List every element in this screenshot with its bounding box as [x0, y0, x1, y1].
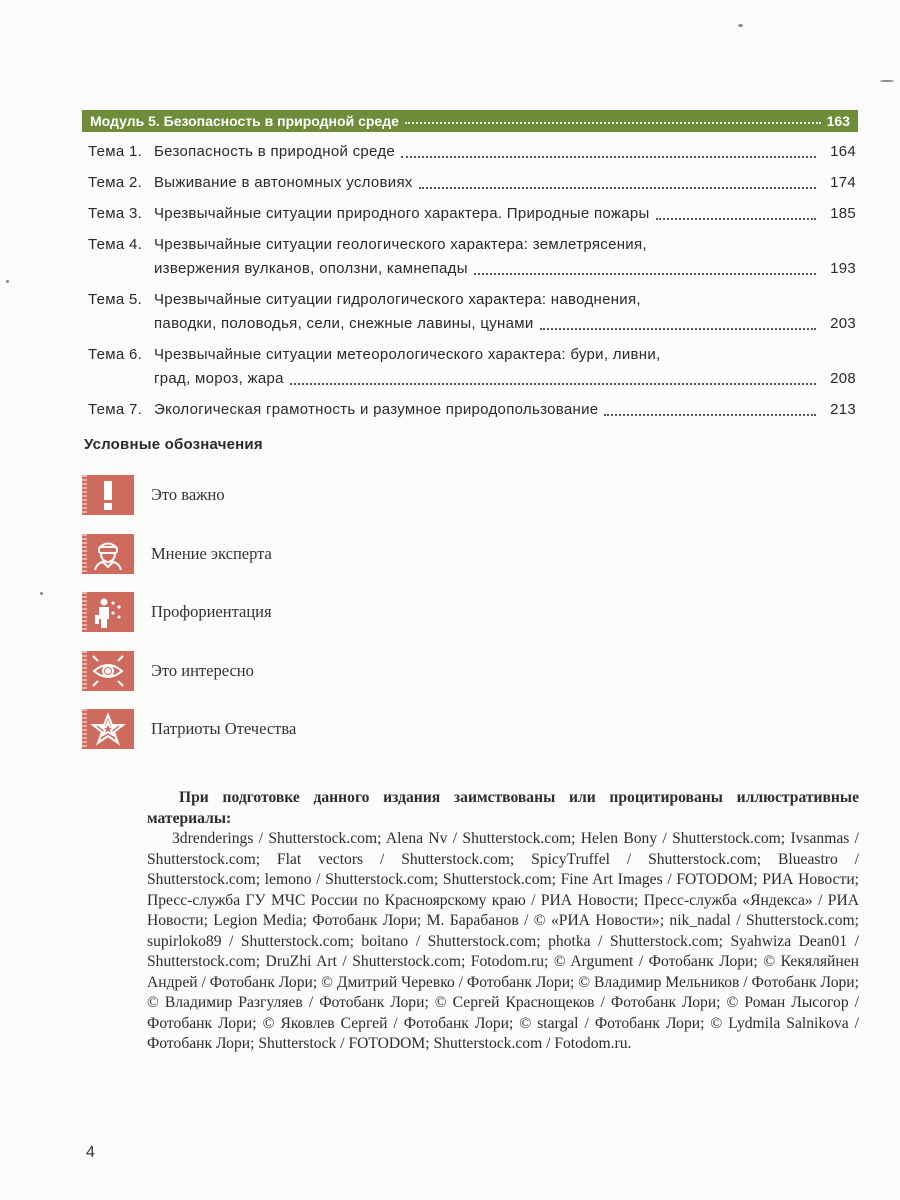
toc-title: паводки, половодья, сели, снежные лавины, цунами: [154, 315, 534, 332]
toc-title: Экологическая грамотность и разумное природопользование: [154, 401, 599, 418]
table-of-contents: [88, 140, 856, 429]
toc-title-line: Чрезвычайные ситуации гидрологического характера: наводнения,: [154, 291, 641, 308]
legend-item: [82, 592, 296, 632]
dot-leader: [474, 273, 816, 275]
scan-speck: [6, 280, 9, 283]
legend-label: Мнение эксперта: [151, 543, 272, 563]
legend-item: [82, 475, 296, 515]
legend-item: [82, 651, 296, 691]
image-credits: [147, 788, 859, 1055]
toc-title: Выживание в автономных условиях: [154, 174, 413, 191]
dot-leader: [401, 156, 816, 158]
toc-topic-number: Тема 2.: [88, 174, 143, 191]
toc-entry[interactable]: [88, 171, 856, 195]
toc-page: 203: [830, 315, 856, 332]
star-icon: [82, 709, 134, 749]
toc-entry[interactable]: [88, 398, 856, 422]
dot-leader: [405, 122, 821, 124]
dot-leader: [656, 218, 816, 220]
toc-title-line: Чрезвычайные ситуации метеорологического характера: бури, ливни,: [154, 346, 661, 363]
legend-label: Это важно: [151, 485, 225, 504]
toc-entry[interactable]: [88, 288, 856, 336]
dot-leader: [290, 383, 816, 385]
eye-icon: [82, 651, 134, 691]
exclamation-icon: [82, 475, 134, 515]
toc-title: град, мороз, жара: [154, 370, 284, 387]
toc-topic-number: Тема 6.: [88, 346, 143, 363]
legend-item: [82, 709, 296, 749]
toc-topic-number: Тема 4.: [88, 236, 143, 253]
toc-topic-number: Тема 3.: [88, 205, 143, 222]
module-header[interactable]: [82, 110, 858, 132]
toc-title: Безопасность в природной среде: [154, 143, 396, 160]
toc-page: 213: [830, 401, 856, 418]
toc-topic-number: Тема 5.: [88, 291, 143, 308]
toc-title-line: Чрезвычайные ситуации геологического характера: землетрясения,: [154, 236, 647, 253]
toc-topic-number: Тема 1.: [88, 143, 143, 160]
toc-entry[interactable]: [88, 343, 856, 391]
scan-speck: [40, 592, 43, 595]
toc-page: 164: [830, 143, 856, 160]
scan-speck: [880, 80, 894, 82]
toc-entry[interactable]: [88, 140, 856, 164]
credits-text: 3drenderings / Shutterstock.com; Alena Nv / Shutterstock.com; Helen Bony / Shutterstock.com; Ivsanmas / Shutterstock.com; Flat vectors / Shutterstock.com; SpicyTruffel / Shutterstock.com; Blueastro / Shutterstock.com; lemono / Shutterstock.com; Shutterstock.com; Fine Art Images / FOTODOM; РИА Новости; Пресс-служба ГУ МЧС России по Красноярскому краю / РИА Новости; Пресс-служба «Яндекса» / РИА Новости; Legion Media; Фотобанк Лори; М. Барабанов / © «РИА Новости»; nik_nadal / Shutterstock.com; supirloko89 / Shutterstock.com; boitano / Shutterstock.com; photka / Shutterstock.com; Syahwiza Dean01 / Shutterstock.com; DruZhi Art / Shutterstock.com; Fotodom.ru; © Argument / Фотобанк Лори; © Кекяляйнен Андрей / Фотобанк Лори; © Дмитрий Черевко / Фотобанк Лори; © Владимир Мельников / Фотобанк Лори; © Владимир Разгуляев / Фотобанк Лори; © Сергей Краснощеков / Фотобанк Лори; © Роман Лысогор / Фотобанк Лори; © Яковлев Сергей / Фотобанк Лори; © stargal / Фотобанк Лори; © Lydmila Salnikova / Фотобанк Лори; Shutterstock / FOTODOM; Shutterstock.com / Fotodom.ru.: [147, 830, 859, 1052]
toc-page: 208: [830, 370, 856, 387]
career-icon: [82, 592, 134, 632]
toc-entry[interactable]: [88, 233, 856, 281]
scan-speck: [738, 24, 743, 27]
toc-entry[interactable]: [88, 202, 856, 226]
dot-leader: [604, 414, 816, 416]
legend-label: Патриоты Отечества: [151, 719, 297, 738]
toc-title: Чрезвычайные ситуации природного характера. Природные пожары: [154, 205, 650, 222]
page-number: 4: [86, 1144, 95, 1161]
toc-topic-number: Тема 7.: [88, 401, 143, 418]
legend-item: [82, 534, 296, 574]
toc-page: 185: [830, 205, 856, 222]
module-page: 163: [826, 113, 850, 129]
toc-title: извержения вулканов, оползни, камнепады: [154, 260, 468, 277]
legend-title: Условные обозначения: [84, 436, 263, 453]
dot-leader: [540, 328, 816, 330]
expert-icon: [82, 534, 134, 574]
toc-page: 174: [830, 174, 856, 191]
legend-label: Профориентация: [151, 602, 272, 621]
credits-heading: При подготовке данного издания заимствованы или процитированы иллюстративные материалы:: [147, 789, 859, 827]
legend: [82, 475, 296, 768]
toc-page: 193: [830, 260, 856, 277]
dot-leader: [419, 187, 816, 189]
legend-label: Это интересно: [151, 660, 254, 680]
module-title: Модуль 5. Безопасность в природной среде: [90, 113, 399, 129]
